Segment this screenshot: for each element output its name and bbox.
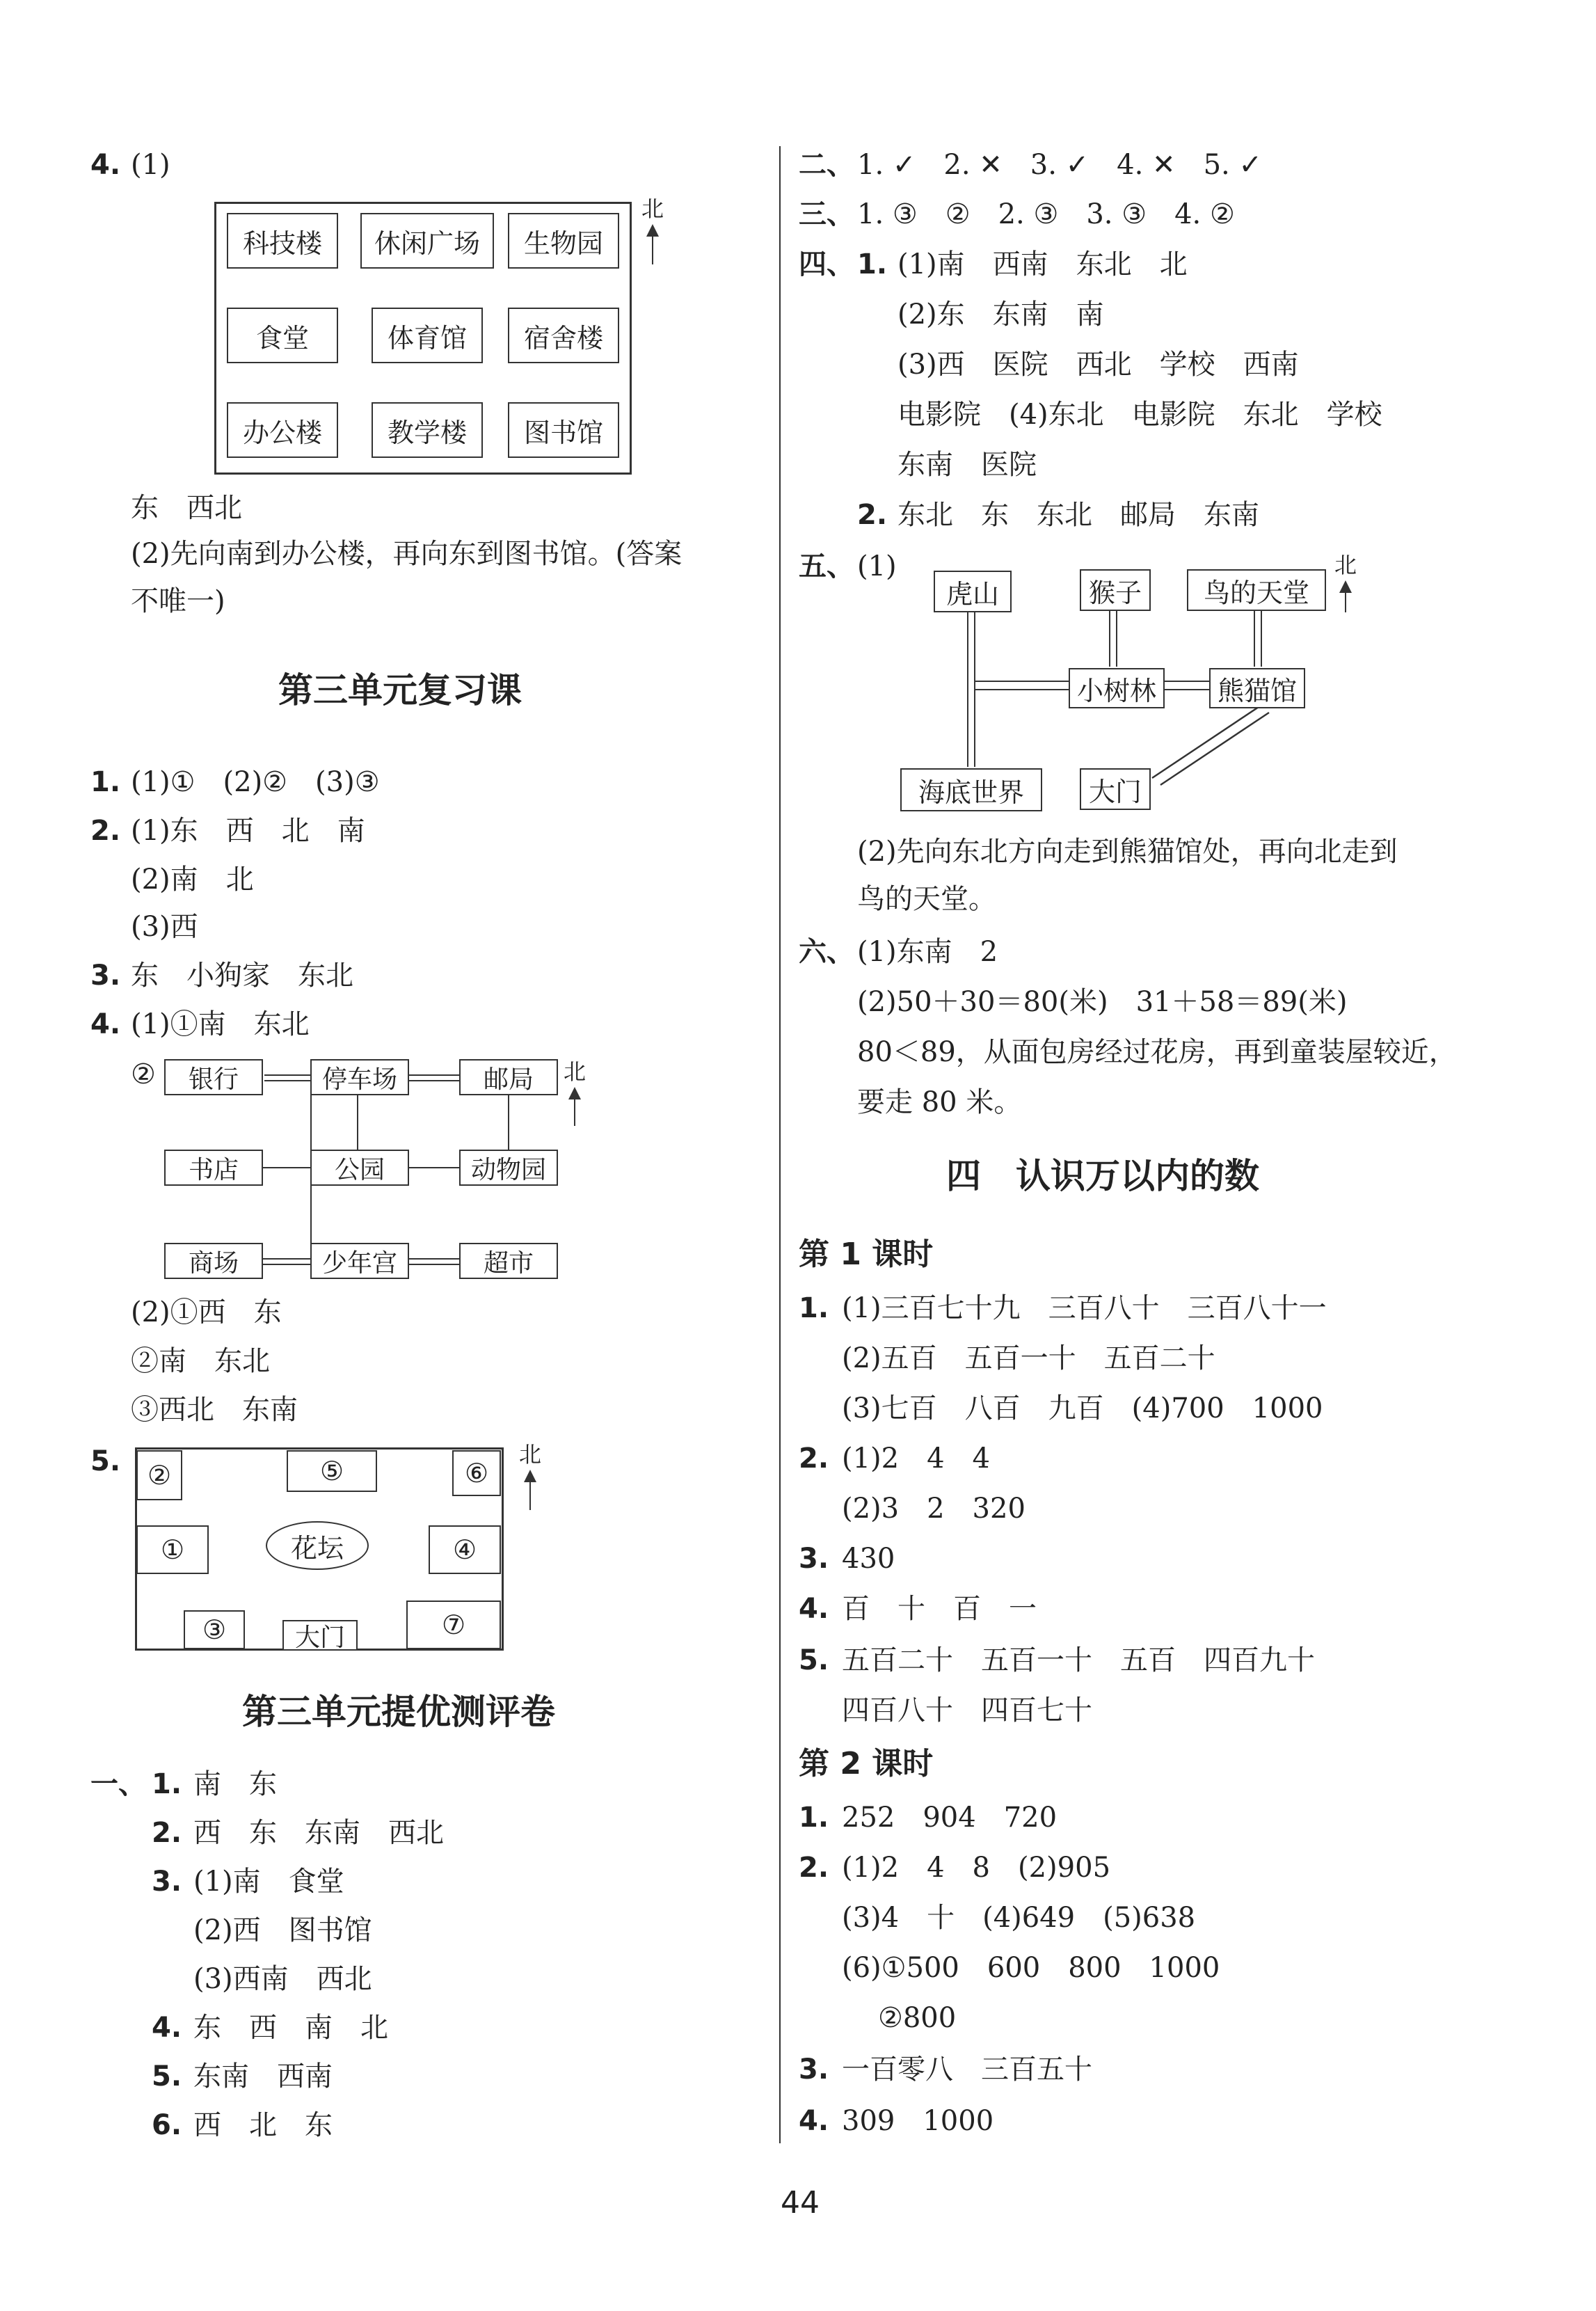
section-answer: 东北 东 东北 邮局 东南 — [897, 499, 1259, 531]
north-arrow-shaft — [574, 1098, 575, 1126]
test-answer: (3)西南 西北 — [193, 1963, 372, 1995]
review-answer: (2)南 北 — [131, 864, 254, 896]
test-answer: 东 西 南 北 — [193, 2012, 388, 2044]
section-answer: 1. ✓ 2. ✕ 3. ✓ 4. ✕ 5. ✓ — [857, 149, 1262, 181]
town-cell: 邮局 — [459, 1059, 558, 1095]
section-answer: (2)50＋30＝80(米) 31＋58＝89(米) — [857, 986, 1348, 1018]
town-cell: 超市 — [459, 1243, 558, 1279]
north-arrow-shaft — [529, 1481, 531, 1510]
review-answer: 东 小狗家 东北 — [131, 960, 353, 992]
review-answer: (1)① (2)② (3)③ — [131, 766, 380, 798]
campus-cell: 食堂 — [227, 308, 338, 363]
section-num: 1. — [857, 248, 888, 280]
lesson-answer: (1)2 4 8 (2)905 — [842, 1852, 1111, 1884]
section-answer: (1)南 西南 东北 北 — [897, 248, 1188, 280]
town-cell: 书店 — [164, 1150, 263, 1186]
test-num: 6. — [152, 2109, 182, 2141]
lesson-answer: (3)七百 八百 九百 (4)700 1000 — [842, 1392, 1323, 1424]
section-answer: 1. ③ ② 2. ③ 3. ③ 4. ② — [857, 198, 1235, 230]
campus-cell: 科技楼 — [227, 213, 338, 269]
zoo-gate: 大门 — [1080, 768, 1151, 810]
lesson-num: 1. — [799, 1292, 829, 1324]
road — [310, 1091, 312, 1150]
park-spot: ⑦ — [406, 1601, 501, 1649]
park-spot: ⑤ — [287, 1450, 377, 1492]
review-num: 1. — [90, 766, 121, 798]
section-answer: (1)东南 2 — [857, 936, 998, 968]
zoo-panda-hall: 熊猫馆 — [1209, 668, 1305, 708]
road — [1254, 611, 1255, 667]
section-label: 三、 — [799, 198, 854, 230]
road — [975, 681, 1069, 682]
park-spot: ④ — [429, 1525, 501, 1574]
review-answer: (1)东 西 北 南 — [131, 815, 365, 847]
campus-cell: 体育馆 — [372, 308, 483, 363]
section-answer: (2)东 东南 南 — [897, 299, 1104, 331]
section-answer: 鸟的天堂。 — [857, 883, 996, 915]
lesson-num: 3. — [799, 1543, 829, 1575]
flower-bed: 花坛 — [266, 1521, 369, 1570]
test-answer: 东南 西南 — [193, 2060, 333, 2092]
lesson-answer: 四百八十 四百七十 — [842, 1694, 1092, 1726]
road — [1109, 611, 1110, 667]
town-cell: 公园 — [310, 1150, 409, 1186]
lesson-answer: (6)①500 600 800 1000 — [842, 1952, 1220, 1984]
section-label: 二、 — [799, 149, 854, 181]
road — [1261, 611, 1262, 667]
campus-cell: 休闲广场 — [360, 213, 494, 269]
lesson1-heading: 第 1 课时 — [799, 1237, 934, 1272]
road — [310, 1184, 312, 1244]
test-num: 1. — [152, 1768, 182, 1800]
lesson-num: 2. — [799, 1852, 829, 1884]
review-num: 5. — [90, 1445, 121, 1477]
zoo-monkey: 猴子 — [1080, 569, 1151, 611]
lesson2-heading: 第 2 课时 — [799, 1746, 934, 1781]
north-arrow-shaft — [652, 235, 653, 264]
lesson-answer: (1)三百七十九 三百八十 三百八十一 — [842, 1292, 1327, 1324]
north-label: 北 — [1334, 552, 1357, 578]
north-label: 北 — [641, 196, 664, 222]
review-num: 4. — [90, 1008, 121, 1040]
campus-cell: 宿舍楼 — [508, 308, 619, 363]
park-spot: ② — [136, 1450, 182, 1500]
zoo-grove: 小树林 — [1069, 668, 1165, 708]
review-num: 2. — [90, 815, 121, 847]
lesson-answer: 百 十 百 一 — [842, 1593, 1037, 1625]
test-num: 2. — [152, 1817, 182, 1849]
section-label: 一、 — [90, 1768, 146, 1800]
q4-label: 4. — [90, 149, 121, 181]
review-answer: (1)①南 东北 — [131, 1008, 310, 1040]
road — [357, 1091, 358, 1150]
column-divider — [779, 146, 781, 2143]
unit4-title: 四 认识万以内的数 — [946, 1156, 1259, 1196]
test-answer: 西 东 东南 西北 — [193, 1817, 444, 1849]
road — [508, 1091, 509, 1150]
park-spot: ⑥ — [452, 1450, 501, 1496]
section-answer: 要走 80 米。 — [857, 1086, 1022, 1118]
campus-cell: 教学楼 — [372, 402, 483, 458]
test-num: 4. — [152, 2012, 182, 2044]
test-answer: (2)西 图书馆 — [193, 1914, 372, 1946]
north-label: 北 — [518, 1441, 541, 1468]
q4-ans2b: 不唯一) — [131, 585, 225, 617]
town-cell: 商场 — [164, 1243, 263, 1279]
section-label: 四、 — [799, 248, 854, 280]
lesson-num: 4. — [799, 1593, 829, 1625]
lesson-answer: (1)2 4 4 — [842, 1443, 991, 1475]
town-cell: 银行 — [164, 1059, 263, 1095]
section-num: 2. — [857, 499, 888, 531]
town-cell: 动物园 — [459, 1150, 558, 1186]
lesson-answer: 309 1000 — [842, 2105, 994, 2137]
lesson-answer: 一百零八 三百五十 — [842, 2054, 1092, 2086]
review-num: 3. — [90, 960, 121, 992]
zoo-ocean-world: 海底世界 — [900, 768, 1042, 811]
test-answer: 西 北 东 — [193, 2109, 333, 2141]
lesson-num: 2. — [799, 1443, 829, 1475]
zoo-bird-paradise: 鸟的天堂 — [1187, 569, 1326, 611]
lesson-answer: (2)五百 五百一十 五百二十 — [842, 1342, 1215, 1374]
road — [975, 689, 1069, 690]
park-spot: ③ — [184, 1610, 245, 1649]
section-answer: 东南 医院 — [897, 449, 1037, 481]
test-num: 3. — [152, 1866, 182, 1898]
section-answer: (1) — [857, 550, 897, 582]
lesson-answer: 430 — [842, 1543, 895, 1575]
campus-cell: 图书馆 — [508, 402, 619, 458]
lesson-answer: 五百二十 五百一十 五百 四百九十 — [842, 1644, 1315, 1676]
zoo-tiger-mountain: 虎山 — [934, 571, 1012, 612]
road — [1116, 611, 1117, 667]
review-answer: ②南 东北 — [131, 1345, 270, 1377]
zoo-diagonal-road — [1141, 703, 1280, 800]
campus-cell: 生物园 — [508, 213, 619, 269]
review-answer: (2)①西 东 — [131, 1296, 282, 1328]
campus-cell: 办公楼 — [227, 402, 338, 458]
lesson-num: 3. — [799, 2054, 829, 2086]
road — [967, 611, 968, 767]
lesson-num: 4. — [799, 2105, 829, 2137]
review-title: 第三单元复习课 — [278, 670, 522, 710]
section-answer: 80＜89，从面包房经过花房，再到童装屋较近， — [857, 1036, 1457, 1068]
q4-ans1: 东 西北 — [131, 492, 242, 524]
lesson-answer: (3)4 十 (4)649 (5)638 — [842, 1902, 1196, 1934]
section-label: 六、 — [799, 936, 854, 968]
lesson-num: 1. — [799, 1802, 829, 1834]
test-answer: 南 东 — [193, 1768, 277, 1800]
test-answer: (1)南 食堂 — [193, 1866, 344, 1898]
section-answer: (3)西 医院 西北 学校 西南 — [897, 349, 1299, 381]
review-answer: ③西北 东南 — [131, 1394, 298, 1426]
q4-part1: (1) — [131, 149, 170, 181]
section-answer: 电影院 (4)东北 电影院 东北 学校 — [897, 399, 1382, 431]
test-title: 第三单元提优测评卷 — [242, 1692, 555, 1732]
lesson-answer: 252 904 720 — [842, 1802, 1058, 1834]
section-label: 五、 — [799, 550, 854, 582]
park-gate: 大门 — [282, 1620, 358, 1651]
town-cell: 少年宫 — [310, 1243, 409, 1279]
section-answer: (2)先向东北方向走到熊猫馆处，再向北走到 — [857, 836, 1398, 868]
north-arrow-shaft — [1345, 591, 1346, 612]
road — [1163, 689, 1211, 690]
lesson-num: 5. — [799, 1644, 829, 1676]
page-number: 44 — [781, 2185, 820, 2221]
q4-ans2a: (2)先向南到办公楼，再向东到图书馆。(答案 — [131, 538, 683, 570]
test-num: 5. — [152, 2060, 182, 2092]
town-cell: 停车场 — [310, 1059, 409, 1095]
north-label: 北 — [563, 1058, 586, 1085]
review-circle2: ② — [131, 1058, 156, 1090]
park-spot: ① — [136, 1525, 209, 1574]
review-answer: (3)西 — [131, 911, 198, 943]
lesson-answer: ②800 — [878, 2002, 957, 2034]
road — [1163, 681, 1211, 682]
lesson-answer: (2)3 2 320 — [842, 1493, 1026, 1525]
